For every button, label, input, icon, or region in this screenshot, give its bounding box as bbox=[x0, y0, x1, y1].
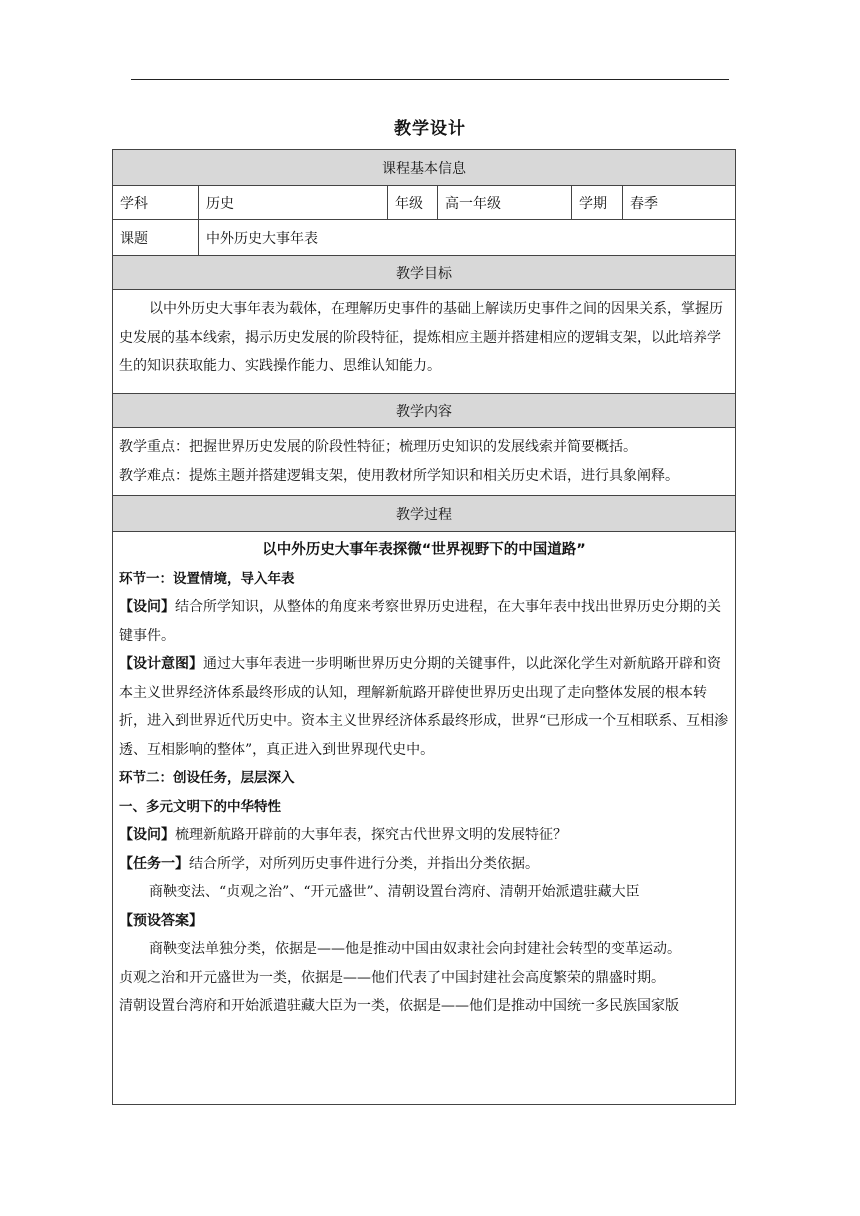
basic-info-row bbox=[113, 186, 735, 220]
section-process: 教学过程 bbox=[113, 496, 735, 532]
answer-tag: 【预设答案】 bbox=[119, 912, 203, 929]
key-point: 教学重点：把握世界历史发展的阶段性特征；梳理历史知识的发展线索并简要概括。 bbox=[119, 439, 637, 455]
topic-row bbox=[113, 220, 735, 256]
step2-heading: 环节二：创设任务，层层深入 bbox=[119, 770, 295, 786]
term-label: 学期 bbox=[572, 186, 623, 219]
answer-line-1: 商鞅变法单独分类，依据是——他是推动中国由奴隶社会向封建社会转型的变革运动。 bbox=[149, 941, 681, 957]
question-tag: 【设问】 bbox=[119, 599, 175, 615]
task1 bbox=[113, 850, 735, 879]
question1-text: 结合所学知识，从整体的角度来考察世界历史进程，在大事年表中找出世界历史分期的关键事件。 bbox=[119, 599, 721, 644]
design-intent-text: 通过大事年表进一步明晰世界历史分期的关键事件，以此深化学生对新航路开辟和资本主义世界经济体系最终形成的认知，理解新航路开辟使世界历史出现了走向整体发展的根本转折，进入到世界近代历史中。资本主义世界经济体系最终形成，世界“已形成一个互相联系、互相渗透、互相影响的整体”，真正进入到世界现代史中。 bbox=[119, 656, 729, 758]
goal-text: 以中外历史大事年表为载体，在理解历史事件的基础上解读历史事件之间的因果关系，掌握历史发展的基本线索，揭示历史发展的阶段特征，提炼相应主题并搭建相应的逻辑支架，以此培养学生的知识获取能力、实践操作能力、思维认知能力。 bbox=[119, 301, 723, 374]
header-rule bbox=[131, 79, 729, 80]
difficult-point: 教学难点：提炼主题并搭建逻辑支架，使用教材所学知识和相关历史术语，进行具象阐释。 bbox=[119, 467, 679, 484]
section-goal: 教学目标 bbox=[113, 256, 735, 290]
answer-line-2: 贞观之治和开元盛世为一类，依据是——他们代表了中国封建社会高度繁荣的鼎盛时期。 bbox=[119, 969, 665, 986]
content-cell bbox=[113, 428, 735, 496]
task1-text: 结合所学，对所列历史事件进行分类，并指出分类依据。 bbox=[189, 855, 539, 872]
answer-line-3: 清朝设置台湾府和开始派遣驻藏大臣为一类，依据是——他们是推动中国统一多民族国家版 bbox=[119, 998, 679, 1014]
subject-value: 历史 bbox=[199, 186, 388, 219]
goal-cell bbox=[113, 290, 735, 394]
grade-label: 年级 bbox=[388, 186, 438, 219]
topic-value: 中外历史大事年表 bbox=[206, 230, 318, 247]
section-content: 教学内容 bbox=[113, 394, 735, 428]
task1-tag: 【任务一】 bbox=[119, 855, 189, 872]
question1 bbox=[113, 593, 735, 650]
step1-heading: 环节一：设置情境，导入年表 bbox=[119, 570, 295, 587]
question2 bbox=[113, 821, 735, 850]
design-intent bbox=[113, 650, 735, 764]
document-title: 教学设计 bbox=[394, 119, 466, 139]
process-title: 以中外历史大事年表探微“世界视野下的中国道路” bbox=[262, 542, 586, 558]
lesson-plan-table bbox=[112, 149, 736, 1105]
design-intent-tag: 【设计意图】 bbox=[119, 656, 203, 672]
question2-text: 梳理新航路开辟前的大事年表，探究古代世界文明的发展特征？ bbox=[175, 827, 567, 843]
part1-heading: 一、多元文明下的中华特性 bbox=[119, 798, 281, 815]
process-cell bbox=[113, 532, 735, 1105]
term-value: 春季 bbox=[630, 195, 658, 212]
question2-tag: 【设问】 bbox=[119, 827, 175, 843]
subject-label: 学科 bbox=[113, 186, 199, 219]
events-line: 商鞅变法、“贞观之治”、“开元盛世”、清朝设置台湾府、清朝开始派遣驻藏大臣 bbox=[149, 884, 640, 900]
topic-label: 课题 bbox=[113, 220, 199, 255]
section-basic-info: 课程基本信息 bbox=[113, 150, 735, 186]
grade-value: 高一年级 bbox=[438, 186, 572, 219]
